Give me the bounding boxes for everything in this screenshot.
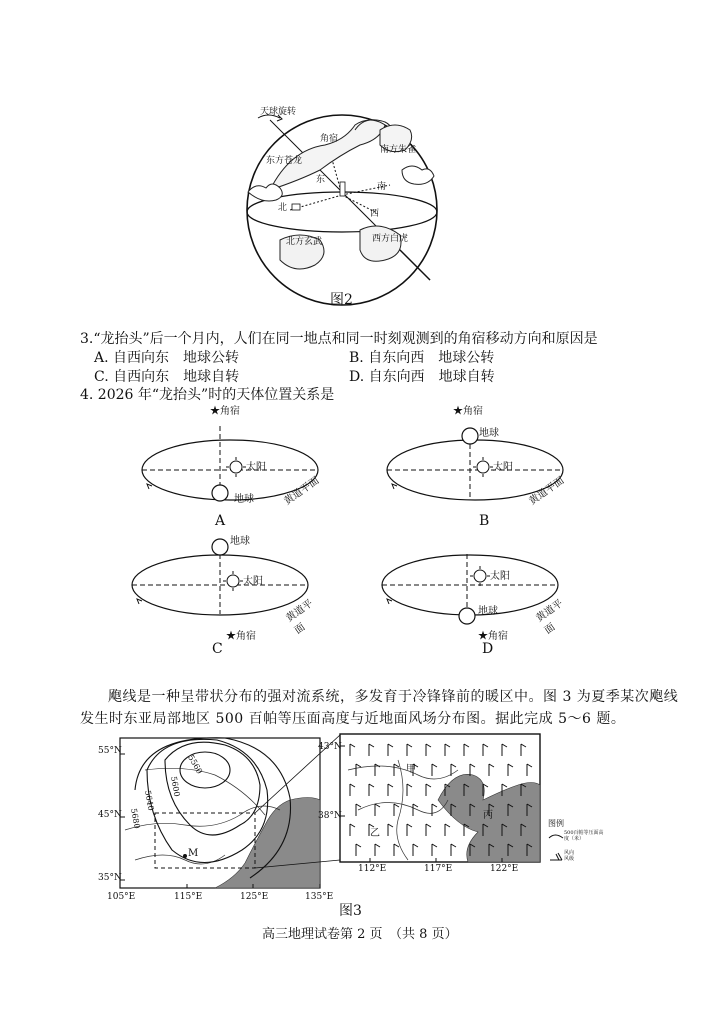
right-lat-38: 38°N xyxy=(318,811,342,821)
diagram-c-sun: 太阳 xyxy=(243,576,263,587)
legend-contour: 500百帕等压面高度（米） xyxy=(564,830,604,842)
diagram-d-earth: 地球 xyxy=(478,606,498,617)
contour-5560: 5560 xyxy=(186,753,205,776)
left-lon-105: 105°E xyxy=(107,892,136,902)
passage-line-2: 发生时东亚局部地区 500 百帕等压面高度与近地面风场分布图。据此完成 5～6 题。 xyxy=(80,711,626,727)
passage-line-1: 飑线是一种呈带状分布的强对流系统，多发育于冷锋锋前的暖区中。图 3 为夏季某次飑线 xyxy=(108,689,679,705)
question-4-stem: 4. 2026 年“龙抬头”时的天体位置关系是 xyxy=(80,387,335,403)
label-jiaoxiu: 角宿 xyxy=(320,134,339,144)
diagram-d-letter: D xyxy=(482,641,494,657)
left-lon-125: 125°E xyxy=(240,892,269,902)
label-south: 南 xyxy=(377,182,387,192)
diagram-c[interactable] xyxy=(120,530,320,645)
diagram-a[interactable] xyxy=(130,400,330,530)
question-3-option-d[interactable]: D. 自东向西 地球自转 xyxy=(349,369,495,385)
figure-3-right-map xyxy=(318,730,548,880)
label-east: 东 xyxy=(316,175,326,185)
left-lat-45: 45°N xyxy=(98,810,122,820)
diagram-b-sun: 太阳 xyxy=(493,462,513,473)
label-west: 西 xyxy=(370,209,380,219)
diagram-b[interactable] xyxy=(375,400,575,530)
region-bing: 丙 xyxy=(483,810,493,821)
figure-3-legend xyxy=(548,818,608,878)
diagram-b-letter: B xyxy=(479,513,490,529)
right-lon-122: 122°E xyxy=(490,864,519,874)
label-east-dragon: 东方苍龙 xyxy=(266,156,303,166)
left-lon-115: 115°E xyxy=(174,892,203,902)
diagram-b-ecliptic: 黄道平面 xyxy=(527,475,567,508)
question-3-option-c[interactable]: C. 自西向东 地球自转 xyxy=(94,369,240,385)
diagram-b-earth: 地球 xyxy=(479,428,499,439)
question-3-option-a[interactable]: A. 自西向东 地球公转 xyxy=(94,350,240,366)
diagram-a-sun: 太阳 xyxy=(246,462,266,473)
diagram-d-ecliptic: 黄道平面 xyxy=(534,598,566,637)
label-south-bird: 南方朱雀 xyxy=(380,145,417,155)
left-lat-35: 35°N xyxy=(98,873,122,883)
right-lon-112: 112°E xyxy=(358,864,387,874)
left-lat-55: 55°N xyxy=(98,746,122,756)
diagram-c-jiaoxiu: ★角宿 xyxy=(226,631,256,642)
diagram-a-letter: A xyxy=(215,513,226,529)
contour-5640: 5640 xyxy=(142,789,156,812)
label-north: 北 xyxy=(278,203,288,213)
point-m: M xyxy=(188,848,199,859)
contour-5600: 5600 xyxy=(168,775,182,798)
region-yi: 乙 xyxy=(370,828,380,839)
right-lon-117: 117°E xyxy=(424,864,453,874)
right-lat-43: 43°N xyxy=(318,742,342,752)
diagram-a-ecliptic: 黄道平面 xyxy=(282,475,322,508)
question-3-stem: 3.“龙抬头”后一个月内，人们在同一地点和同一时刻观测到的角宿移动方向和原因是 xyxy=(80,331,598,347)
question-3-option-b[interactable]: B. 自东向西 地球公转 xyxy=(349,350,495,366)
diagram-a-jiaoxiu: ★角宿 xyxy=(210,406,240,417)
figure-2 xyxy=(230,100,470,310)
region-jia: 甲 xyxy=(406,764,416,775)
legend-wind-barb-icon xyxy=(548,850,564,862)
page-footer: 高三地理试卷第 2 页 （共 8 页） xyxy=(262,927,458,942)
label-north-turtle: 北方玄武 xyxy=(286,237,323,247)
figure-3-caption: 图3 xyxy=(339,903,362,919)
diagram-b-jiaoxiu: ★角宿 xyxy=(453,406,483,417)
figure-2-caption: 图2 xyxy=(330,292,353,308)
diagram-d[interactable] xyxy=(370,530,570,645)
contour-5680: 5680 xyxy=(128,807,142,830)
label-west-tiger: 西方白虎 xyxy=(372,234,409,244)
celestial-sphere-diagram xyxy=(230,100,470,310)
legend-title: 图例 xyxy=(548,819,564,828)
diagram-c-earth: 地球 xyxy=(230,536,250,547)
label-sky-rotation: 天球旋转 xyxy=(260,107,297,117)
legend-wind: 风向风级 xyxy=(564,850,575,862)
diagram-d-sun: 太阳 xyxy=(490,571,510,582)
legend-contour-symbol xyxy=(548,832,564,842)
diagram-c-letter: C xyxy=(212,641,223,657)
diagram-a-earth: 地球 xyxy=(234,494,254,505)
diagram-c-ecliptic: 黄道平面 xyxy=(284,598,316,637)
diagram-d-jiaoxiu: ★角宿 xyxy=(478,631,508,642)
left-lon-135: 135°E xyxy=(305,892,334,902)
